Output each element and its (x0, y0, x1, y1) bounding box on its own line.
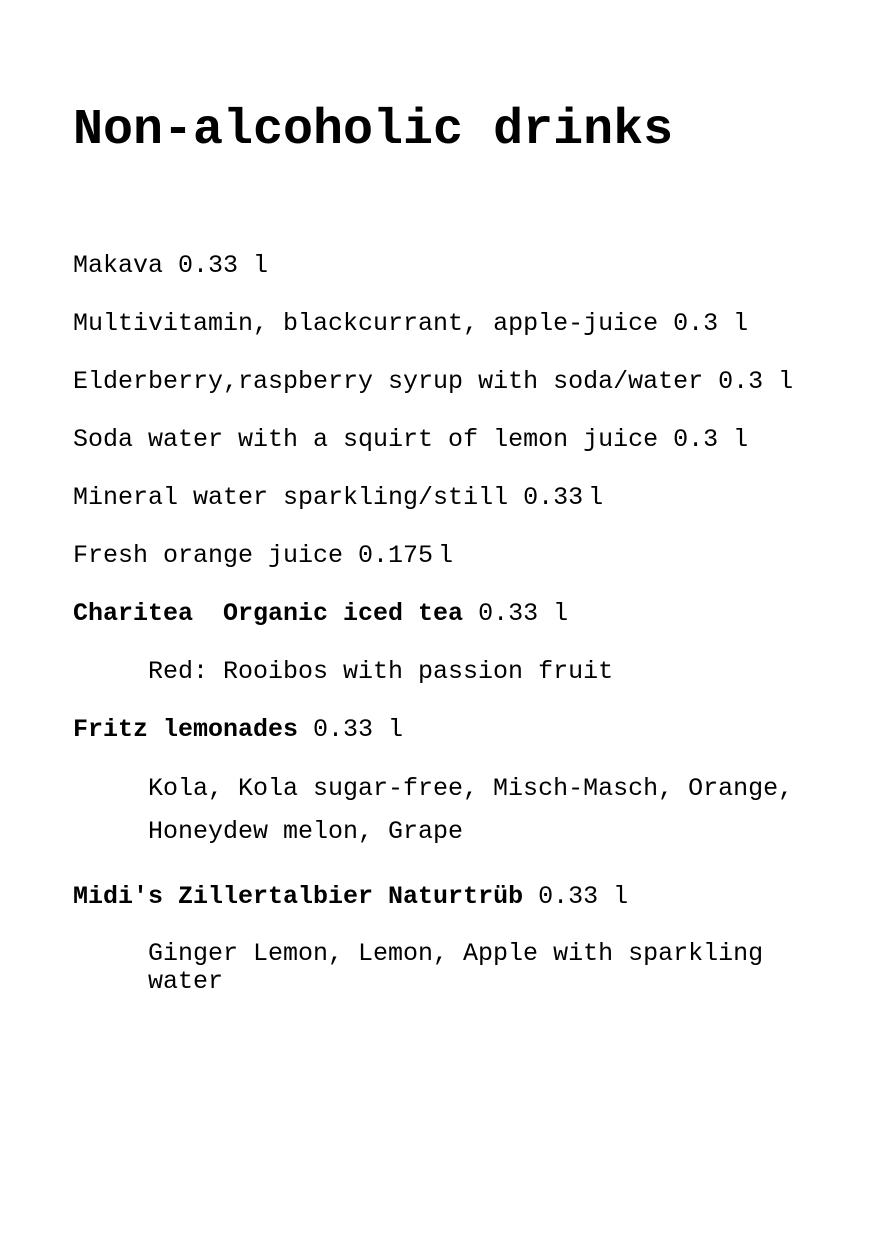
brand-detail: Red: Rooibos with passion fruit (148, 657, 614, 686)
brand-heading (73, 882, 834, 911)
brand-size: 0.33 l (463, 599, 569, 628)
menu-item: Mineral water sparkling/still 0.33 l (73, 483, 604, 512)
brand-detail: Kola, Kola sugar-free, Misch-Masch, Orange, Honeydew melon, Grape (148, 774, 809, 846)
brand-name: Charitea Organic iced tea (73, 599, 464, 628)
menu-item: Soda water with a squirt of lemon juice 0.3 l (73, 425, 749, 454)
menu-body (73, 251, 834, 996)
brand-heading (73, 715, 834, 744)
brand-name: Fritz lemonades (73, 715, 299, 744)
page-title: Non-alcoholic drinks (73, 102, 674, 159)
brand-name: Midi's Zillertalbier Naturtrüb (73, 882, 524, 911)
brand-size: 0.33 l (298, 715, 404, 744)
menu-item: Fresh orange juice 0.175 l (73, 541, 454, 570)
menu-item: Elderberry,raspberry syrup with soda/water 0.3 l (73, 367, 794, 396)
menu-item: Multivitamin, blackcurrant, apple-juice 0.3 l (73, 309, 749, 338)
brand-detail: Ginger Lemon, Lemon, Apple with sparkling water (148, 939, 779, 996)
brand-heading (73, 599, 834, 628)
brand-size: 0.33 l (523, 882, 629, 911)
menu-item: Makava 0.33 l (73, 251, 269, 280)
